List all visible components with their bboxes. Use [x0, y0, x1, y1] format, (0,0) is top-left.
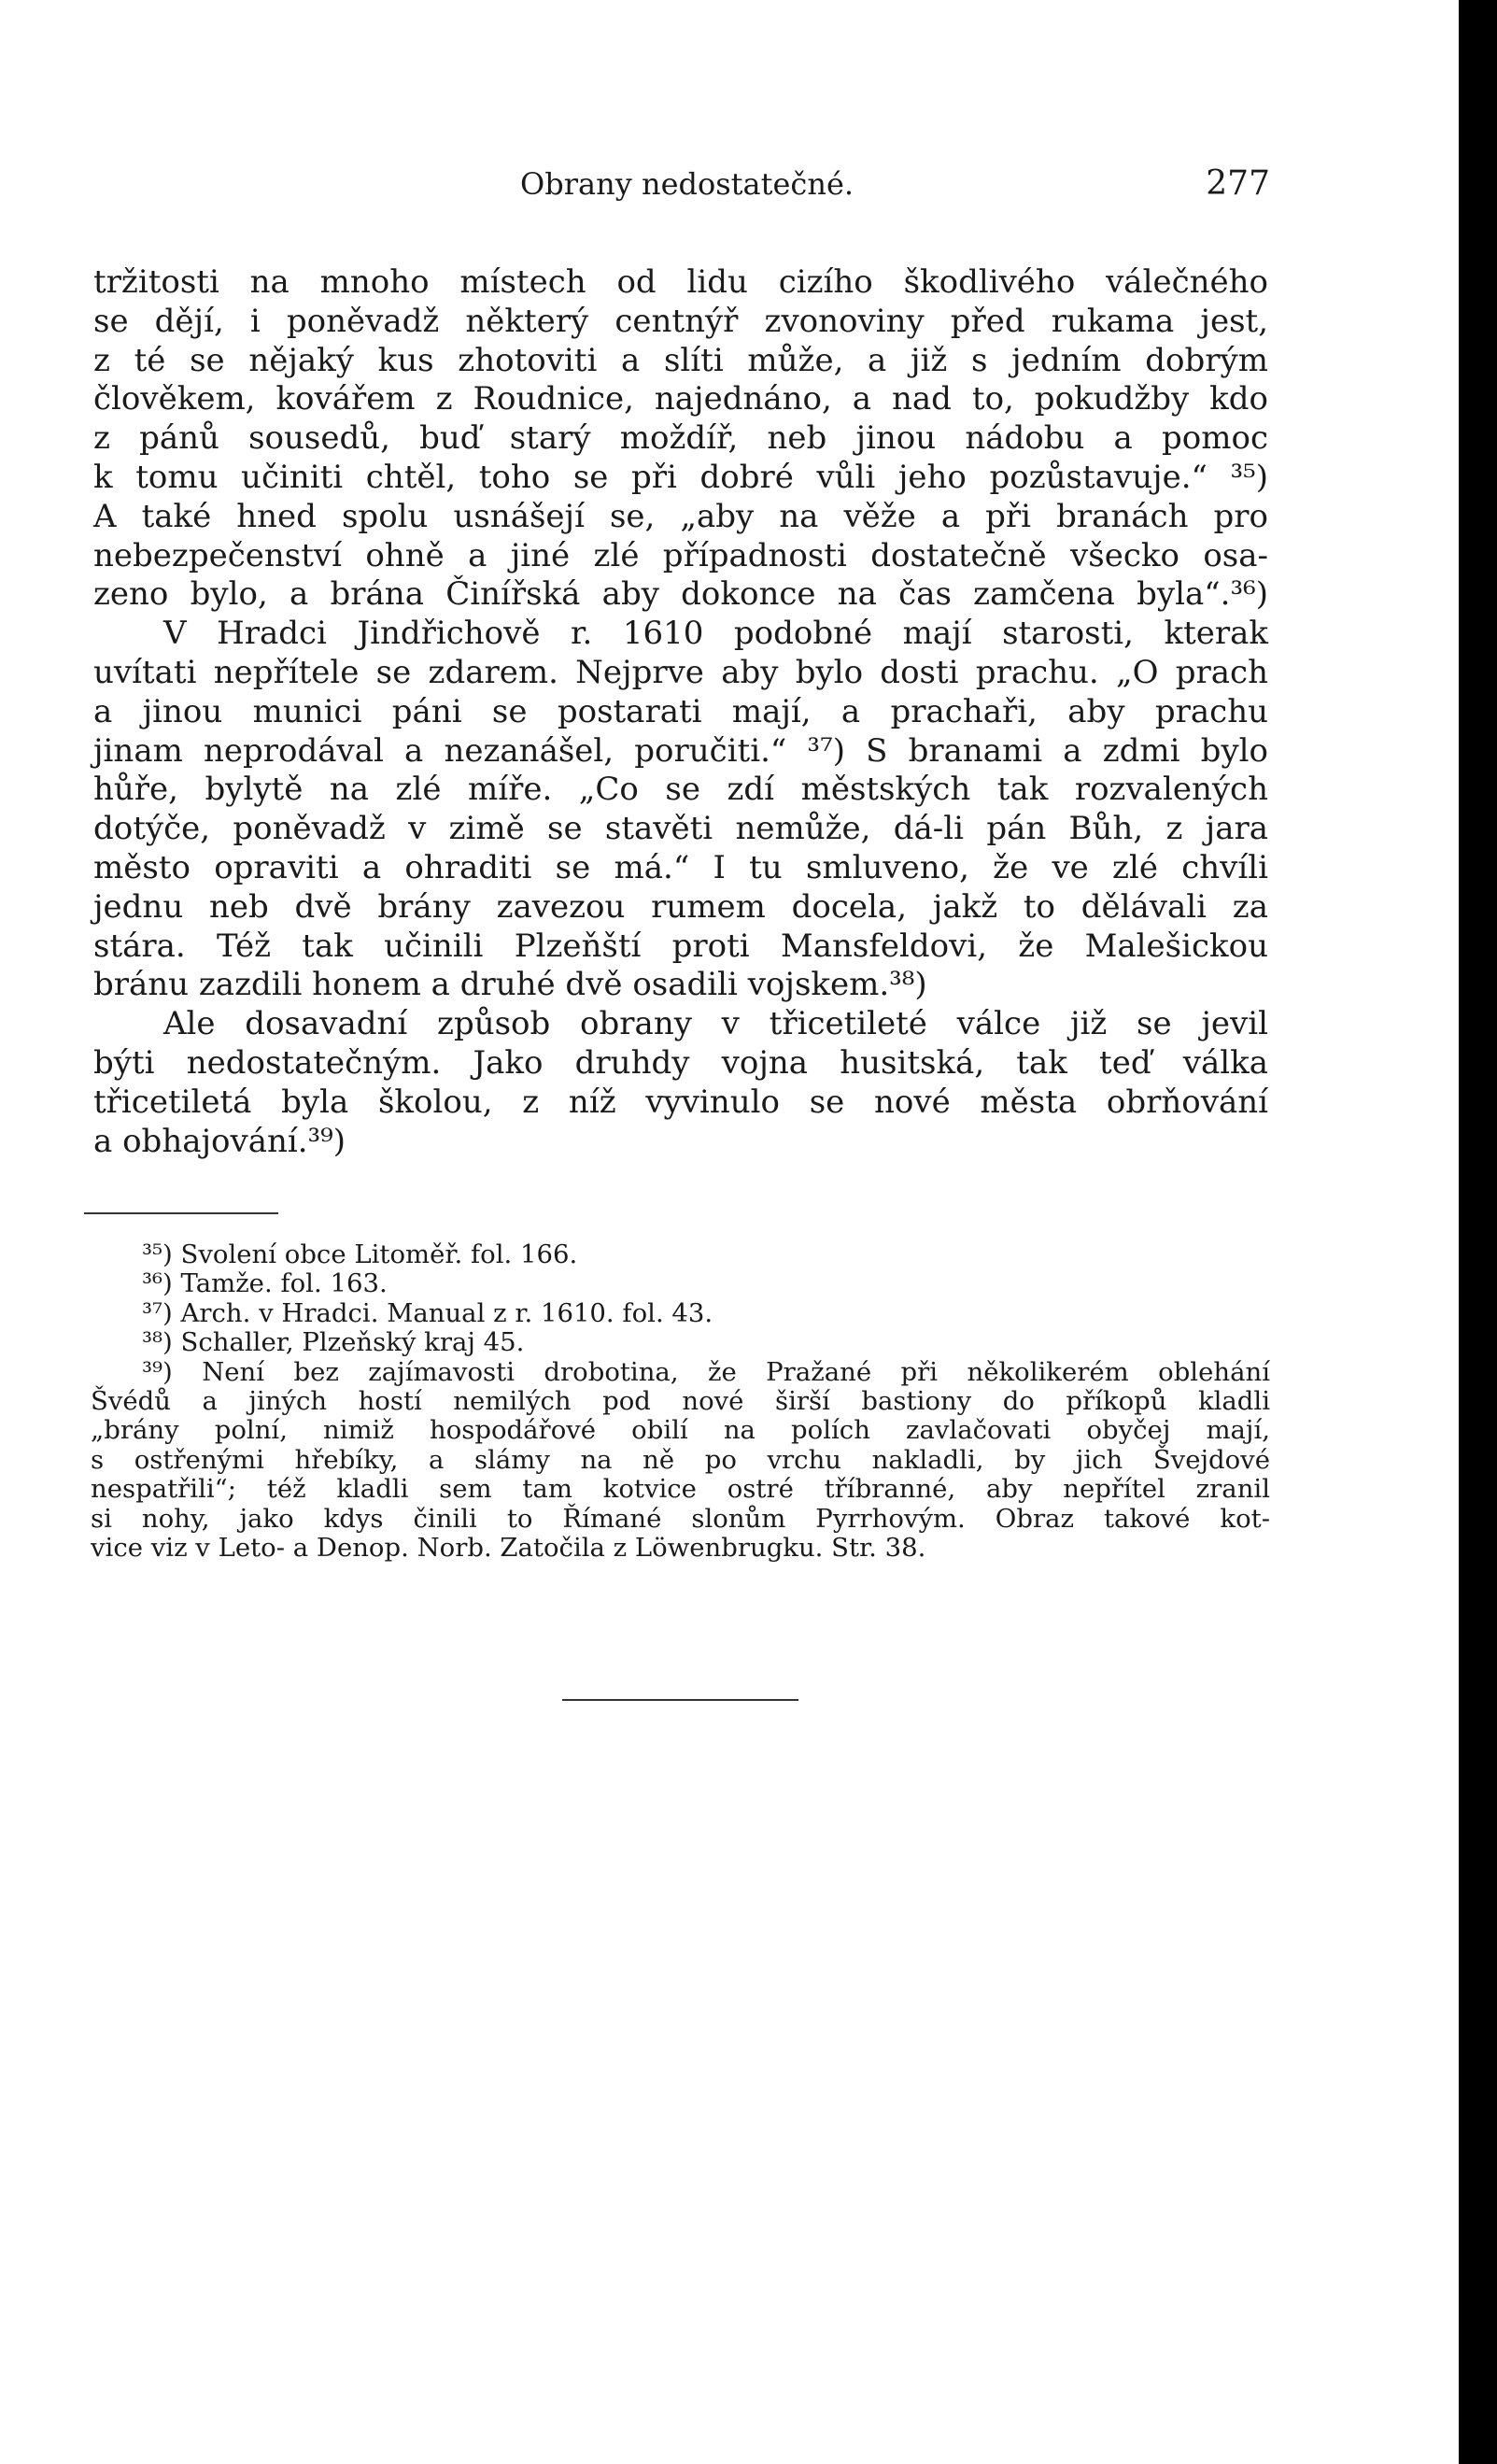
body-line: nebezpečenství ohně a jiné zlé případnosti dostatečně všecko osa-	[93, 536, 1268, 574]
body-line: tržitosti na mnoho místech od lidu cizího škodlivého válečného	[93, 263, 1268, 301]
body-line: V Hradci Jindřichově r. 1610 podobné mají starosti, kterak	[163, 615, 1268, 653]
body-line: zeno bylo, a brána Činířská aby dokonce na čas zamčena byla“.³⁶)	[93, 575, 1268, 614]
footnote-line: ³⁹) Není bez zajímavosti drobotina, že Pražané při několikerém oblehání	[142, 1356, 1270, 1387]
body-line: z pánů sousedů, buď starý moždíř, neb jinou nádobu a pomoc	[93, 419, 1268, 458]
body-line: dotýče, poněvadž v zimě se stavěti nemůže, dá-li pán Bůh, z jara	[93, 810, 1268, 848]
footnote-line: „brány polní, nimiž hospodářové obilí na polích zavlačovati obyčej mají,	[91, 1415, 1270, 1446]
body-line: uvítati nepřítele se zdarem. Nejprve aby bylo dosti prachu. „O prach	[93, 653, 1268, 691]
body-line: stára. Též tak učinili Plzeňští proti Mansfeldovi, že Malešickou	[93, 927, 1268, 965]
footnote-line: ³⁶) Tamže. fol. 163.	[142, 1268, 388, 1299]
footnote-line: ³⁵) Svolení obce Litoměř. fol. 166.	[142, 1239, 578, 1269]
footnote-separator	[84, 1212, 278, 1214]
page-header	[89, 157, 1270, 213]
footnote-line: s ostřenými hřebíky, a slámy na ně po vrchu nakladli, by jich Švejdové	[91, 1444, 1270, 1475]
body-line: býti nedostatečným. Jako druhdy vojna husitská, tak teď válka	[93, 1043, 1268, 1082]
body-line: jinam neprodával a nezanášel, poručiti.“ ³⁷) S branami a zdmi bylo	[93, 731, 1268, 770]
body-line: člověkem, kovářem z Roudnice, najednáno, a nad to, pokudžby kdo	[93, 380, 1268, 418]
body-line: A také hned spolu usnášejí se, „aby na věže a při branách pro	[93, 497, 1268, 535]
body-line: k tomu učiniti chtěl, toho se při dobré vůli jeho pozůstavuje.“ ³⁵)	[93, 458, 1268, 496]
footnote-line: ³⁷) Arch. v Hradci. Manual z r. 1610. fol. 43.	[142, 1297, 713, 1328]
footnote-line: Švédů a jiných hostí nemilých pod nové širší bastiony do příkopů kladli	[91, 1386, 1270, 1417]
page-number: 277	[1206, 164, 1270, 203]
footnote-line: ³⁸) Schaller, Plzeňský kraj 45.	[142, 1327, 525, 1358]
body-line: z té se nějaký kus zhotoviti a slíti může, a již s jedním dobrým	[93, 341, 1268, 379]
body-line: jednu neb dvě brány zavezou rumem docela, jakž to dělávali za	[93, 887, 1268, 926]
body-line: se dějí, i poněvadž některý centnýř zvonoviny před rukama jest,	[93, 302, 1268, 340]
footnote-line: vice viz v Leto- a Denop. Norb. Zatočila z Löwenbrugku. Str. 38.	[91, 1533, 926, 1564]
footnote-line: si nohy, jako kdys činili to Římané slonům Pyrrhovým. Obraz takové kot-	[91, 1503, 1270, 1534]
body-line: Ale dosavadní způsob obrany v třicetileté válce již se jevil	[163, 1005, 1268, 1043]
footnotes	[91, 1240, 1270, 1563]
body-line: bránu zazdili honem a druhé dvě osadili vojskem.³⁸)	[93, 966, 927, 1004]
page-edge-border	[1459, 0, 1497, 2464]
body-line: a jinou munici páni se postarati mají, a prachaři, aby prachu	[93, 692, 1268, 730]
running-title: Obrany nedostatečné.	[520, 166, 854, 202]
body-line: a obhajování.³⁹)	[93, 1122, 346, 1160]
end-rule	[562, 1699, 798, 1701]
footnote-line: nespatřili“; též kladli sem tam kotvice ostré tříbranné, aby nepřítel zranil	[91, 1474, 1270, 1505]
body-text	[93, 263, 1268, 1161]
body-line: hůře, bylytě na zlé míře. „Co se zdí městských tak rozvalených	[93, 771, 1268, 809]
body-line: třicetiletá byla školou, z níž vyvinulo se nové města obrňování	[93, 1083, 1268, 1121]
body-line: město opraviti a ohraditi se má.“ I tu smluveno, že ve zlé chvíli	[93, 848, 1268, 886]
